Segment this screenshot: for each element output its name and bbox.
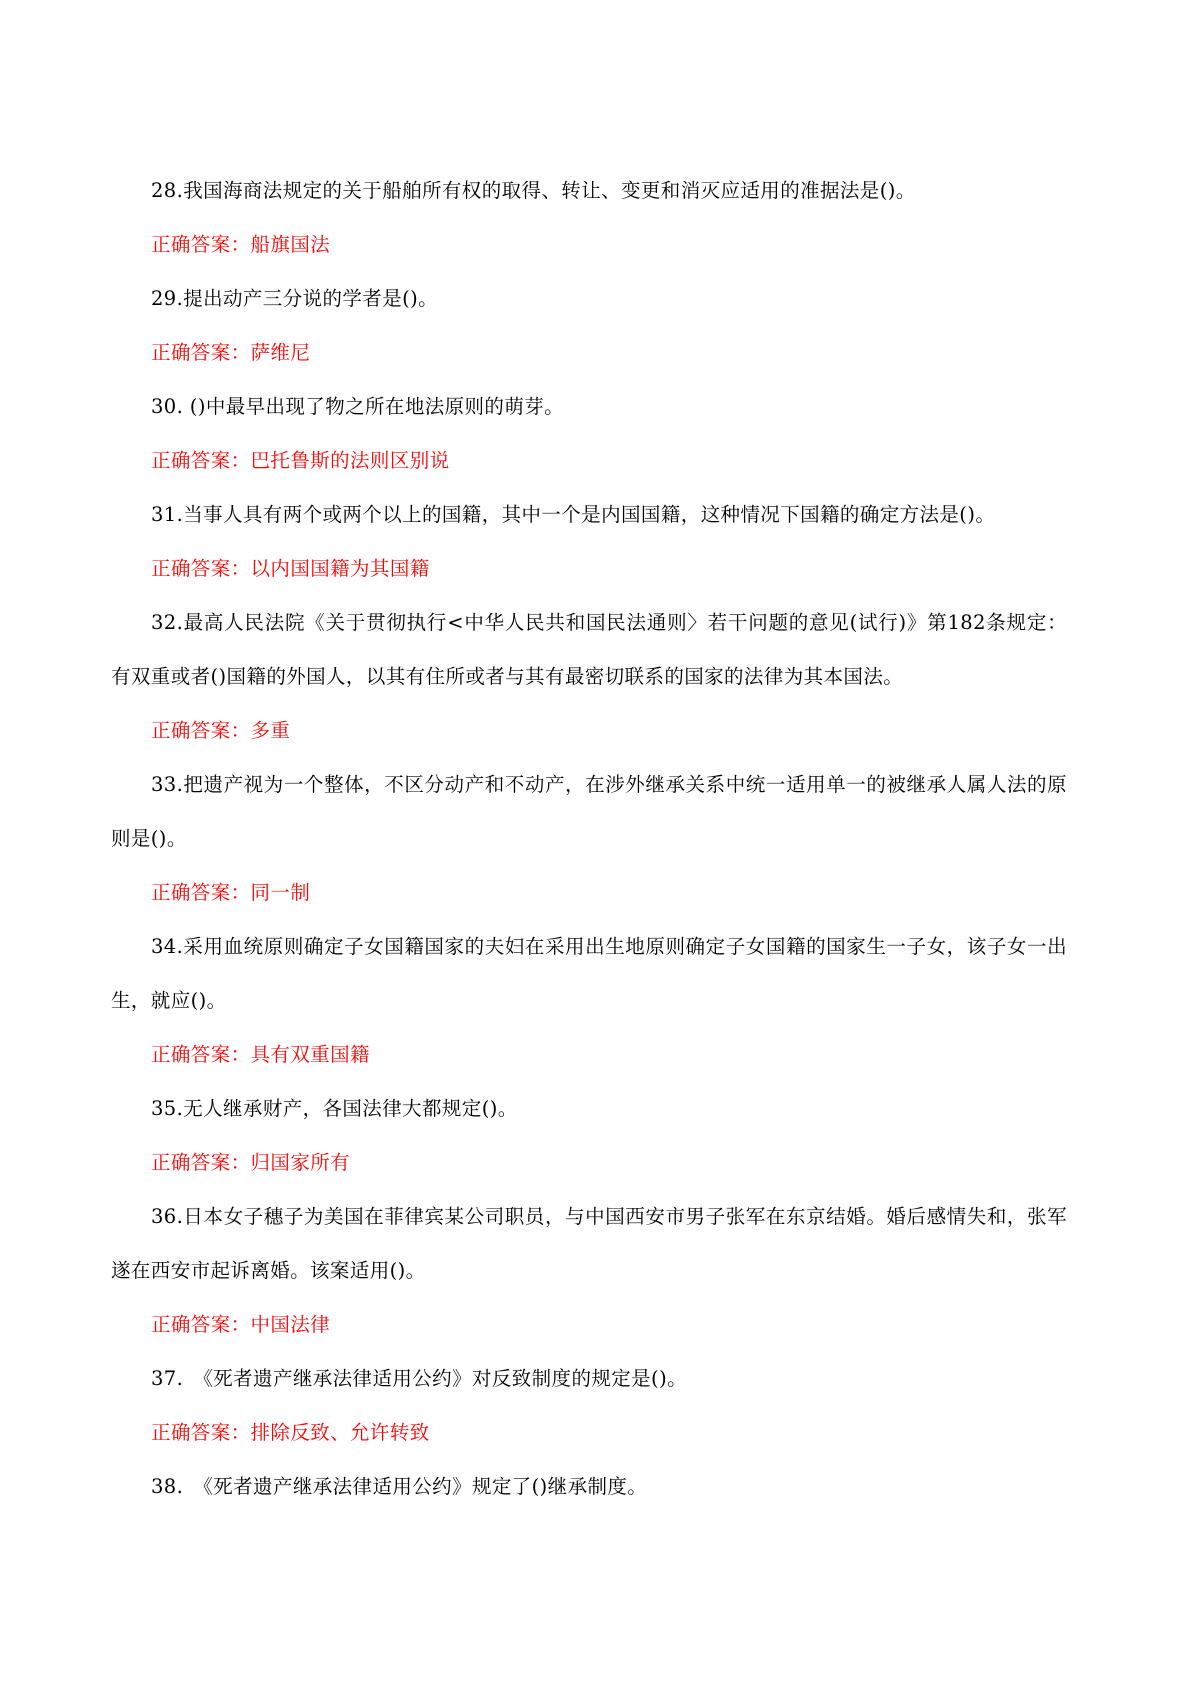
question-34: 34.采用血统原则确定子女国籍国家的夫妇在采用出生地原则确定子女国籍的国家生一子女，该子女一出生，就应()。 [111,935,1067,1012]
answer-text: 具有双重国籍 [250,1043,370,1066]
answer-prefix: 正确答案： [151,1421,251,1444]
question-36: 36.日本女子穗子为美国在菲律宾某公司职员，与中国西安市男子张军在东京结婚。婚后感情失和，张军遂在西安市起诉离婚。该案适用()。 [111,1205,1067,1282]
question-28: 28.我国海商法规定的关于船舶所有权的取得、转让、变更和消灭应适用的准据法是()。 [151,179,916,202]
question-35: 35.无人继承财产，各国法律大都规定()。 [151,1097,518,1120]
answer-32 [111,704,1067,758]
answer-37 [111,1406,1067,1460]
question-30: 30. ()中最早出现了物之所在地法原则的萌芽。 [151,395,565,418]
answer-prefix: 正确答案： [151,1151,251,1174]
answer-prefix: 正确答案： [151,719,251,742]
answer-35 [111,1136,1067,1190]
answer-text: 以内国国籍为其国籍 [250,557,430,580]
answer-prefix: 正确答案： [151,881,251,904]
answer-33 [111,866,1067,920]
answer-text: 萨维尼 [250,341,311,364]
answer-36 [111,1298,1067,1352]
answer-34 [111,1028,1067,1082]
answer-text: 排除反致、允许转致 [250,1421,430,1444]
answer-prefix: 正确答案： [151,449,251,472]
question-33: 33.把遗产视为一个整体，不区分动产和不动产，在涉外继承关系中统一适用单一的被继承人属人法的原则是()。 [111,773,1067,850]
answer-31 [111,542,1067,596]
answer-prefix: 正确答案： [151,1313,251,1336]
answer-29 [111,326,1067,380]
question-31: 31.当事人具有两个或两个以上的国籍，其中一个是内国国籍，这种情况下国籍的确定方法是()。 [151,503,996,526]
answer-text: 同一制 [250,881,311,904]
document-page [111,176,1067,1514]
answer-text: 多重 [250,719,291,742]
answer-prefix: 正确答案： [151,233,251,256]
answer-prefix: 正确答案： [151,557,251,580]
answer-text: 中国法律 [250,1313,331,1336]
answer-28 [111,218,1067,272]
question-32: 32.最高人民法院《关于贯彻执行<中华人民共和国民法通则〉若干问题的意见(试行)》第182条规定：有双重或者()国籍的外国人，以其有住所或者与其有最密切联系的国家的法律为其本国法。 [111,611,1067,688]
question-37: 37. 《死者遗产继承法律适用公约》对反致制度的规定是()。 [151,1367,687,1390]
answer-text: 归国家所有 [250,1151,351,1174]
answer-prefix: 正确答案： [151,1043,251,1066]
answer-text: 巴托鲁斯的法则区别说 [250,449,450,472]
question-38: 38. 《死者遗产继承法律适用公约》规定了()继承制度。 [151,1475,648,1498]
answer-prefix: 正确答案： [151,341,251,364]
question-29: 29.提出动产三分说的学者是()。 [151,287,439,310]
answer-30 [111,434,1067,488]
answer-text: 船旗国法 [250,233,331,256]
